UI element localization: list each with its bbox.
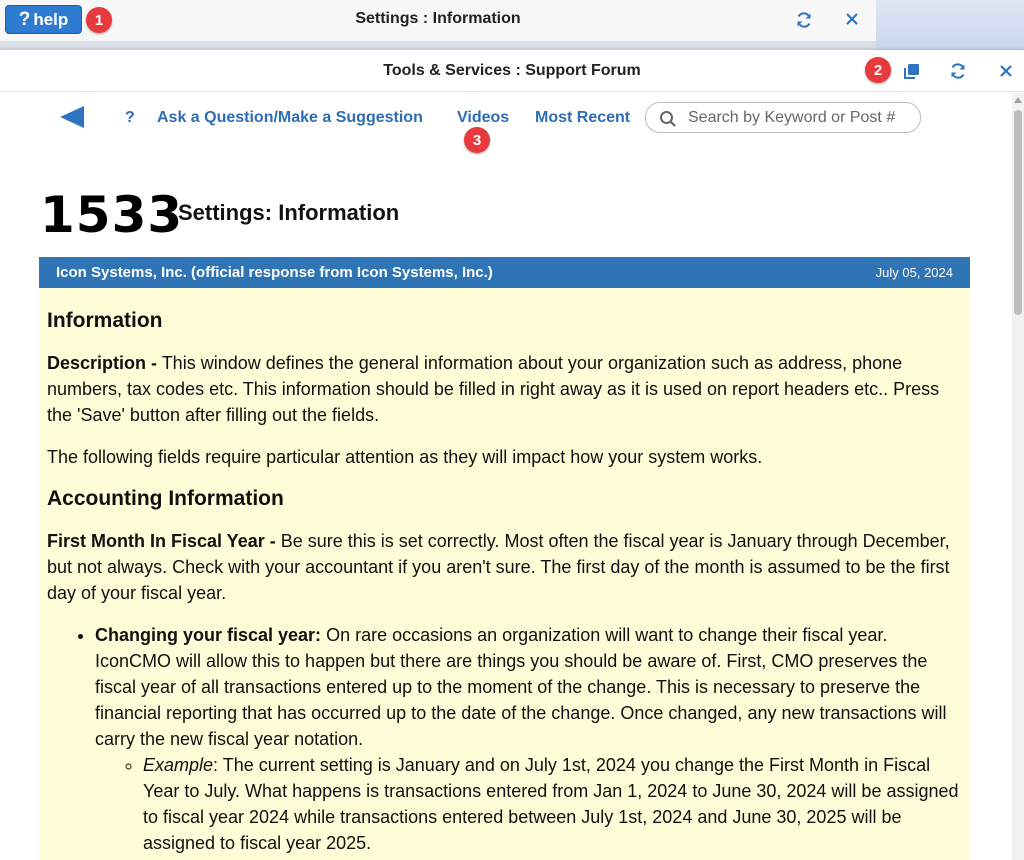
response-author: Icon Systems, Inc. (official response from Icon Systems, Inc.) <box>56 264 493 281</box>
response-header <box>39 257 970 288</box>
heading-accounting-information: Accounting Information <box>47 487 284 510</box>
description-paragraph <box>47 350 962 428</box>
example-text: : The current setting is January and on July 1st, 2024 you change the First Month in Fiscal Year to July. What happens is transactions entered from Jan 1, 2024 to June 30, 2024 will be assigned to fiscal year 2024 while transactions entered between July 1st, 2024 and June 30, 2025 will be assigned to fiscal year 2025. <box>143 755 959 853</box>
support-forum-panel <box>0 50 1024 860</box>
list-item <box>95 622 962 856</box>
panel-title: Tools & Services : Support Forum <box>383 62 641 79</box>
scrollbar-thumb[interactable] <box>1014 110 1022 315</box>
popout-icon[interactable] <box>903 62 921 83</box>
example-list <box>143 752 962 856</box>
fiscal-label: First Month In Fiscal Year - <box>47 531 276 551</box>
help-button-label: help <box>33 9 69 29</box>
fiscal-text: Be sure this is set correctly. Most often the fiscal year is January through December, but not always. Check with your accountant if you aren't sure. The first day of the month is assumed to be the first day of your fiscal year. <box>47 531 950 603</box>
attention-paragraph: The following fields require particular attention as they will impact how your system works. <box>47 447 763 467</box>
response-date: July 05, 2024 <box>875 265 953 280</box>
refresh-icon[interactable] <box>949 62 967 83</box>
ask-question-link[interactable]: Ask a Question/Make a Suggestion <box>157 109 423 126</box>
search-input[interactable] <box>688 108 908 128</box>
background-window-titlebar <box>0 0 876 42</box>
heading-information: Information <box>47 309 163 332</box>
step-badge-3: 3 <box>464 127 490 153</box>
desktop-background <box>876 0 1024 50</box>
close-icon[interactable] <box>998 63 1014 82</box>
step-badge-2: 2 <box>865 57 891 83</box>
description-text: This window defines the general information about your organization such as address, phone numbers, tax codes etc. This information should be filled in right away as it is used on report headers etc.. Press the 'Save' button after filling out the fields. <box>47 353 940 425</box>
back-arrow-icon[interactable] <box>60 106 84 128</box>
most-recent-link[interactable]: Most Recent <box>535 109 631 126</box>
search-icon <box>659 110 677 128</box>
step-badge-1: 1 <box>86 7 112 33</box>
bullet-text: On rare occasions an organization will want to change their fiscal year. IconCMO will allow this to happen but there are things you should be aware of. First, CMO preserves the fiscal year of all transactions entered up to the moment of the change. This is necessary to preserve the financial reporting that has occurred up to the date of the change. Once changed, any new transactions will carry the new fiscal year notation. <box>95 625 947 749</box>
help-link[interactable]: ? <box>125 109 135 126</box>
list-item <box>143 752 962 856</box>
refresh-icon[interactable] <box>795 11 813 32</box>
fiscal-bullet-list <box>95 622 962 856</box>
scroll-up-arrow-icon[interactable] <box>1014 97 1022 103</box>
post-number: 1533 <box>40 186 184 244</box>
help-icon: ? <box>18 8 31 30</box>
search-box[interactable] <box>645 102 921 133</box>
bullet-label: Changing your fiscal year: <box>95 625 322 645</box>
videos-link[interactable]: Videos <box>457 109 510 126</box>
background-window-title: Settings : Information <box>355 10 521 27</box>
description-label: Description - <box>47 353 158 373</box>
panel-titlebar <box>0 50 1024 92</box>
fiscal-paragraph <box>47 528 962 606</box>
response-body <box>39 288 970 860</box>
example-label: Example <box>143 755 214 775</box>
close-icon[interactable] <box>844 11 860 30</box>
post-title: Settings: Information <box>178 200 400 225</box>
